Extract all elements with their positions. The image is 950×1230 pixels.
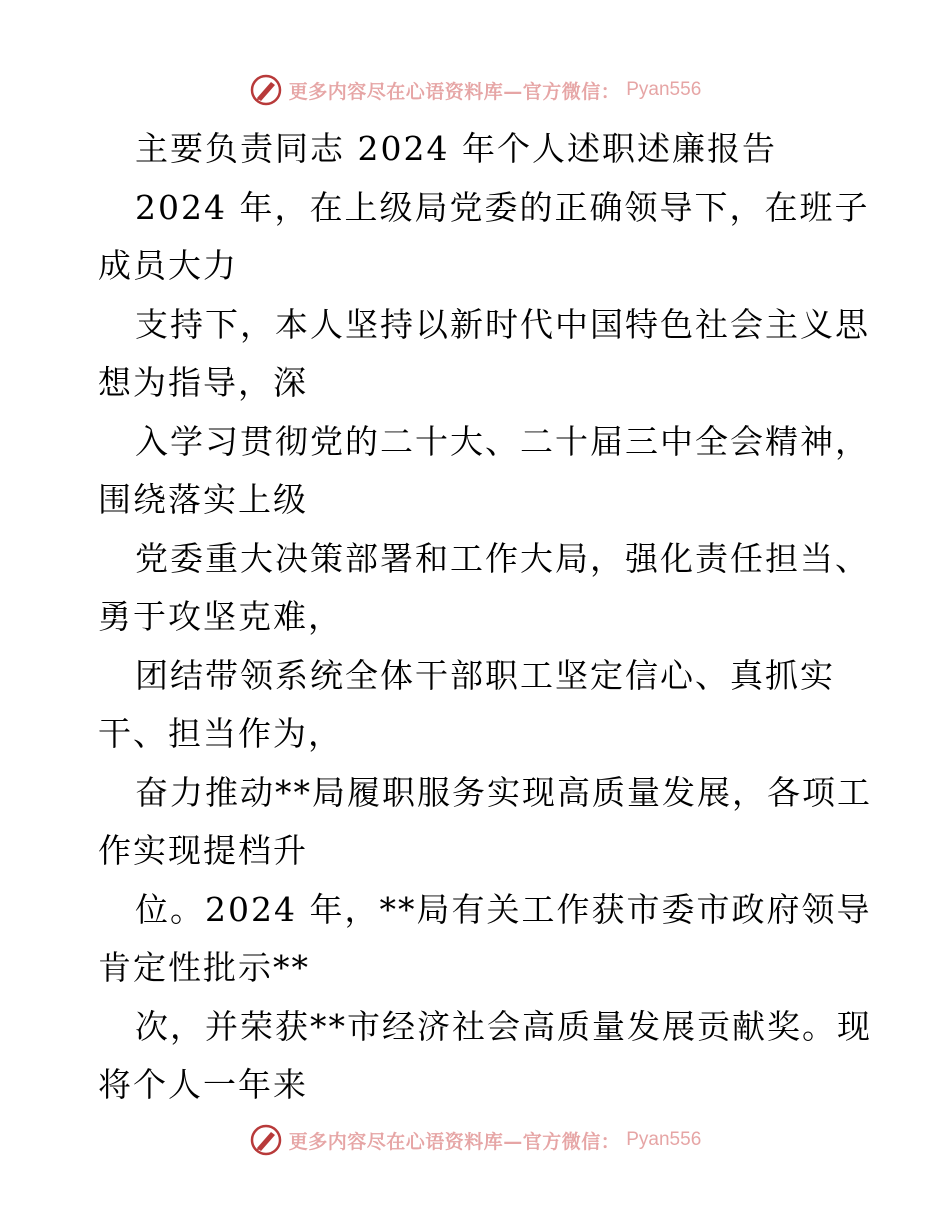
body-line: 次，并荣获**市经济社会高质量发展贡献奖。现 bbox=[135, 1006, 872, 1046]
body-line: 想为指导，深 bbox=[98, 363, 308, 402]
document-title: 主要负责同志 2024 年个人述职述廉报告 bbox=[135, 129, 777, 168]
body-line: 党委重大决策部署和工作大局，强化责任担当、 bbox=[135, 538, 870, 578]
body-line: 成员大力 bbox=[98, 246, 238, 285]
watermark-text: 更多内容尽在心语资料库—官方微信： bbox=[288, 1130, 621, 1153]
body-line: 入学习贯彻党的二十大、二十届三中全会精神， bbox=[135, 421, 870, 461]
pen-logo-icon bbox=[249, 1123, 283, 1157]
body-line: 干、担当作为， bbox=[98, 714, 343, 753]
body-line: 肯定性批示** bbox=[98, 948, 310, 987]
body-line: 围绕落实上级 bbox=[98, 480, 308, 519]
body-line: 团结带领系统全体干部职工坚定信心、真抓实 bbox=[135, 655, 835, 695]
body-line: 将个人一年来 bbox=[98, 1065, 308, 1104]
pen-logo-icon bbox=[249, 73, 283, 107]
header-watermark bbox=[0, 68, 950, 112]
body-line: 作实现提档升 bbox=[98, 831, 308, 870]
body-line: 奋力推动**局履职服务实现高质量发展，各项工 bbox=[135, 772, 872, 812]
watermark-wechat-id: Pyan556 bbox=[626, 79, 702, 100]
body-line: 2024 年，在上级局党委的正确领导下，在班子 bbox=[135, 187, 870, 227]
watermark-wechat-id: Pyan556 bbox=[626, 1129, 702, 1150]
document-body bbox=[98, 120, 872, 1115]
body-line: 位。2024 年，**局有关工作获市委市政府领导 bbox=[135, 889, 872, 929]
watermark-text: 更多内容尽在心语资料库—官方微信： bbox=[288, 80, 621, 103]
body-line: 支持下，本人坚持以新时代中国特色社会主义思 bbox=[135, 304, 870, 344]
body-line: 勇于攻坚克难， bbox=[98, 597, 343, 636]
footer-watermark bbox=[0, 1118, 950, 1162]
